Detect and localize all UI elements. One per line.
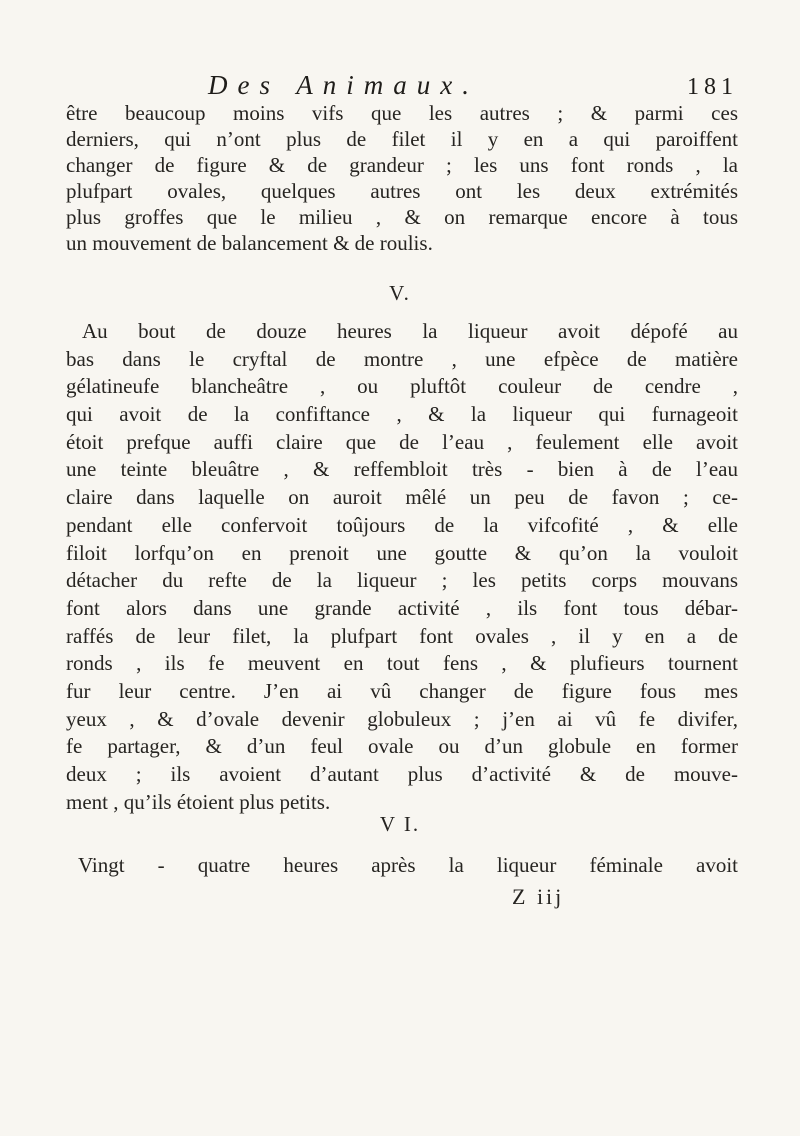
paragraph-line: fe partager, & d’un feul ovale ou d’un globule en former	[66, 734, 738, 759]
paragraph-line: ronds , ils fe meuvent en tout fens , & plufieurs tournent	[66, 651, 738, 676]
paragraph-line: fur leur centre. J’en ai vû changer de figure fous mes	[66, 678, 738, 703]
opening-paragraph	[66, 100, 738, 256]
paragraph-line: filoit lorfqu’on en prenoit une goutte & qu’on la vouloit	[66, 540, 738, 565]
paragraph-line: font alors dans une grande activité , ils font tous débar-	[66, 595, 738, 620]
paragraph-line: ment , qu’ils étoient plus petits.	[66, 789, 331, 814]
section-heading-v: V.	[389, 281, 411, 305]
paragraph-line: Au bout de douze heures la liqueur avoit dépofé au	[82, 319, 738, 343]
paragraph-line: une teinte bleuâtre , & reffembloit très - bien à de l’eau	[66, 457, 738, 482]
paragraph-line: changer de figure & de grandeur ; les uns font ronds , la	[66, 153, 738, 177]
paragraph-line: plufpart ovales, quelques autres ont les deux extrémités	[66, 179, 738, 203]
paragraph-line: yeux , & d’ovale devenir globuleux ; j’en ai vû fe divifer,	[66, 706, 738, 731]
paragraph-line: un mouvement de balancement & de roulis.	[66, 231, 433, 255]
paragraph-line: étoit prefque auffi claire que de l’eau , feulement elle avoit	[66, 429, 738, 454]
page-number: 181	[687, 74, 738, 100]
paragraph-line: plus groffes que le milieu , & on remarque encore à tous	[66, 205, 738, 229]
paragraph-line: détacher du refte de la liqueur ; les petits corps mouvans	[66, 568, 738, 593]
paragraph-line: qui avoit de la confiftance , & la liqueur qui furnageoit	[66, 402, 738, 427]
printer-signature: Z iij	[512, 884, 565, 909]
continuing-paragraph-line: Vingt - quatre heures après la liqueur féminale avoit	[78, 853, 738, 877]
paragraph-line: gélatineufe blancheâtre , ou pluftôt couleur de cendre ,	[66, 374, 738, 399]
paragraph-line: derniers, qui n’ont plus de filet il y en a qui paroiffent	[66, 127, 738, 151]
paragraph-line: deux ; ils avoient d’autant plus d’activité & de mouve-	[66, 762, 738, 786]
paragraph-line: pendant elle confervoit toûjours de la vifcofité , & elle	[66, 512, 738, 537]
paragraph-line: être beaucoup moins vifs que les autres ; & parmi ces	[66, 101, 738, 125]
running-header-title: Des Animaux.	[208, 70, 479, 100]
observation-paragraph	[66, 318, 738, 816]
paragraph-line: claire dans laquelle on auroit mêlé un peu de favon ; ce-	[66, 485, 738, 510]
paragraph-line: raffés de leur filet, la plufpart font ovales , il y en a de	[66, 623, 738, 648]
section-heading-vi: V I.	[379, 812, 421, 836]
paragraph-line: bas dans le cryftal de montre , une efpèce de matière	[66, 346, 738, 371]
